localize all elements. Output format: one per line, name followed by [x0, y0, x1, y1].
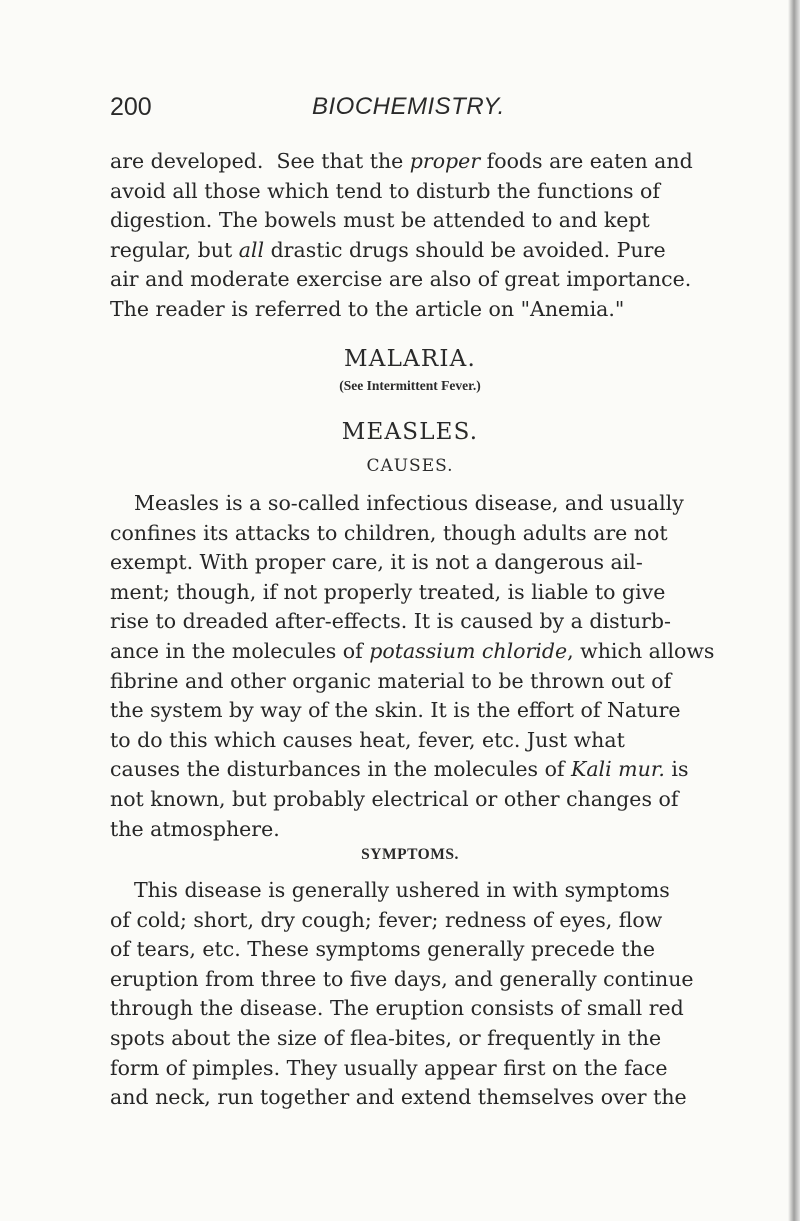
italic-kali-mur: Kali mur. [571, 757, 665, 782]
italic-all: all [238, 237, 265, 262]
intro-line-5: air and moderate exercise are also of great importance. [110, 267, 692, 292]
causes-line-11: not known, but probably electrical or other changes of [110, 786, 679, 811]
intro-line-1 [110, 147, 710, 177]
italic-proper: proper [409, 149, 481, 173]
intro-line-3: digestion. The bowels must be attended to and kept [110, 208, 650, 233]
causes-line-10-part-1: causes the disturbances in the molecules of [110, 757, 572, 782]
symptoms-paragraph [110, 876, 710, 1113]
causes-line-6-part-3: , which allows [567, 638, 715, 663]
symptoms-line-2: of cold; short, dry cough; fever; redness of eyes, flow [110, 907, 663, 932]
causes-line-3: exempt. With proper care, it is not a dangerous ail- [110, 550, 643, 575]
intro-line-4-part-3: drastic drugs should be avoided. Pure [264, 237, 666, 262]
intro-line-1-part-3: foods are eaten and [480, 149, 693, 173]
malaria-title: MALARIA. [344, 346, 476, 372]
causes-line-4: ment; though, if not properly treated, is liable to give [110, 579, 666, 604]
causes-line-6 [110, 637, 715, 667]
symptoms-line-3: of tears, etc. These symptoms generally precede the [110, 937, 656, 962]
symptoms-line-5: through the disease. The eruption consists of small red [110, 996, 684, 1021]
causes-line-1: Measles is a so-called infectious disease, and usually [134, 491, 684, 515]
causes-line-5: rise to dreaded after-effects. It is caused by a disturb- [110, 609, 671, 634]
causes-line-8: the system by way of the skin. It is the effort of Nature [110, 698, 681, 723]
intro-line-2: avoid all those which tend to disturb the functions of [110, 178, 660, 203]
measles-title: MEASLES. [341, 419, 479, 445]
symptoms-line-7: form of pimples. They usually appear first on the face [110, 1055, 668, 1080]
italic-potassium-chloride: potassium chloride [369, 638, 568, 663]
page-number: 200 [110, 93, 152, 121]
causes-paragraph [110, 489, 715, 844]
causes-line-7: fibrine and other organic material to be thrown out of [110, 668, 672, 693]
intro-paragraph [110, 147, 710, 325]
intro-line-4-part-1: regular, but [110, 237, 239, 262]
symptoms-line-8: and neck, run together and extend themselves over the [110, 1085, 687, 1110]
symptoms-line-6: spots about the size of flea-bites, or frequently in the [110, 1025, 662, 1050]
page-header [110, 92, 710, 126]
symptoms-line-1: This disease is generally ushered in with symptoms [134, 878, 670, 902]
intro-line-6: The reader is referred to the article on "Anemia." [110, 296, 625, 321]
intro-line-1-part-1: are developed. See that the [110, 149, 410, 173]
intro-line-4 [110, 236, 710, 266]
page-edge-shadow [788, 0, 800, 1221]
symptoms-heading: SYMPTOMS. [361, 846, 459, 863]
malaria-note: (See Intermittent Fever.) [339, 378, 481, 393]
causes-line-12: the atmosphere. [110, 816, 280, 841]
causes-line-10 [110, 755, 710, 785]
causes-heading: CAUSES. [366, 456, 454, 476]
causes-line-6-part-1: ance in the molecules of [110, 638, 370, 663]
symptoms-line-4: eruption from three to five days, and generally continue [110, 966, 694, 991]
running-title: BIOCHEMISTRY. [312, 93, 505, 120]
causes-line-2: confines its attacks to children, though adults are not [110, 520, 668, 545]
causes-line-10-part-3: is [664, 757, 689, 782]
causes-line-9: to do this which causes heat, fever, etc. Just what [110, 727, 625, 752]
